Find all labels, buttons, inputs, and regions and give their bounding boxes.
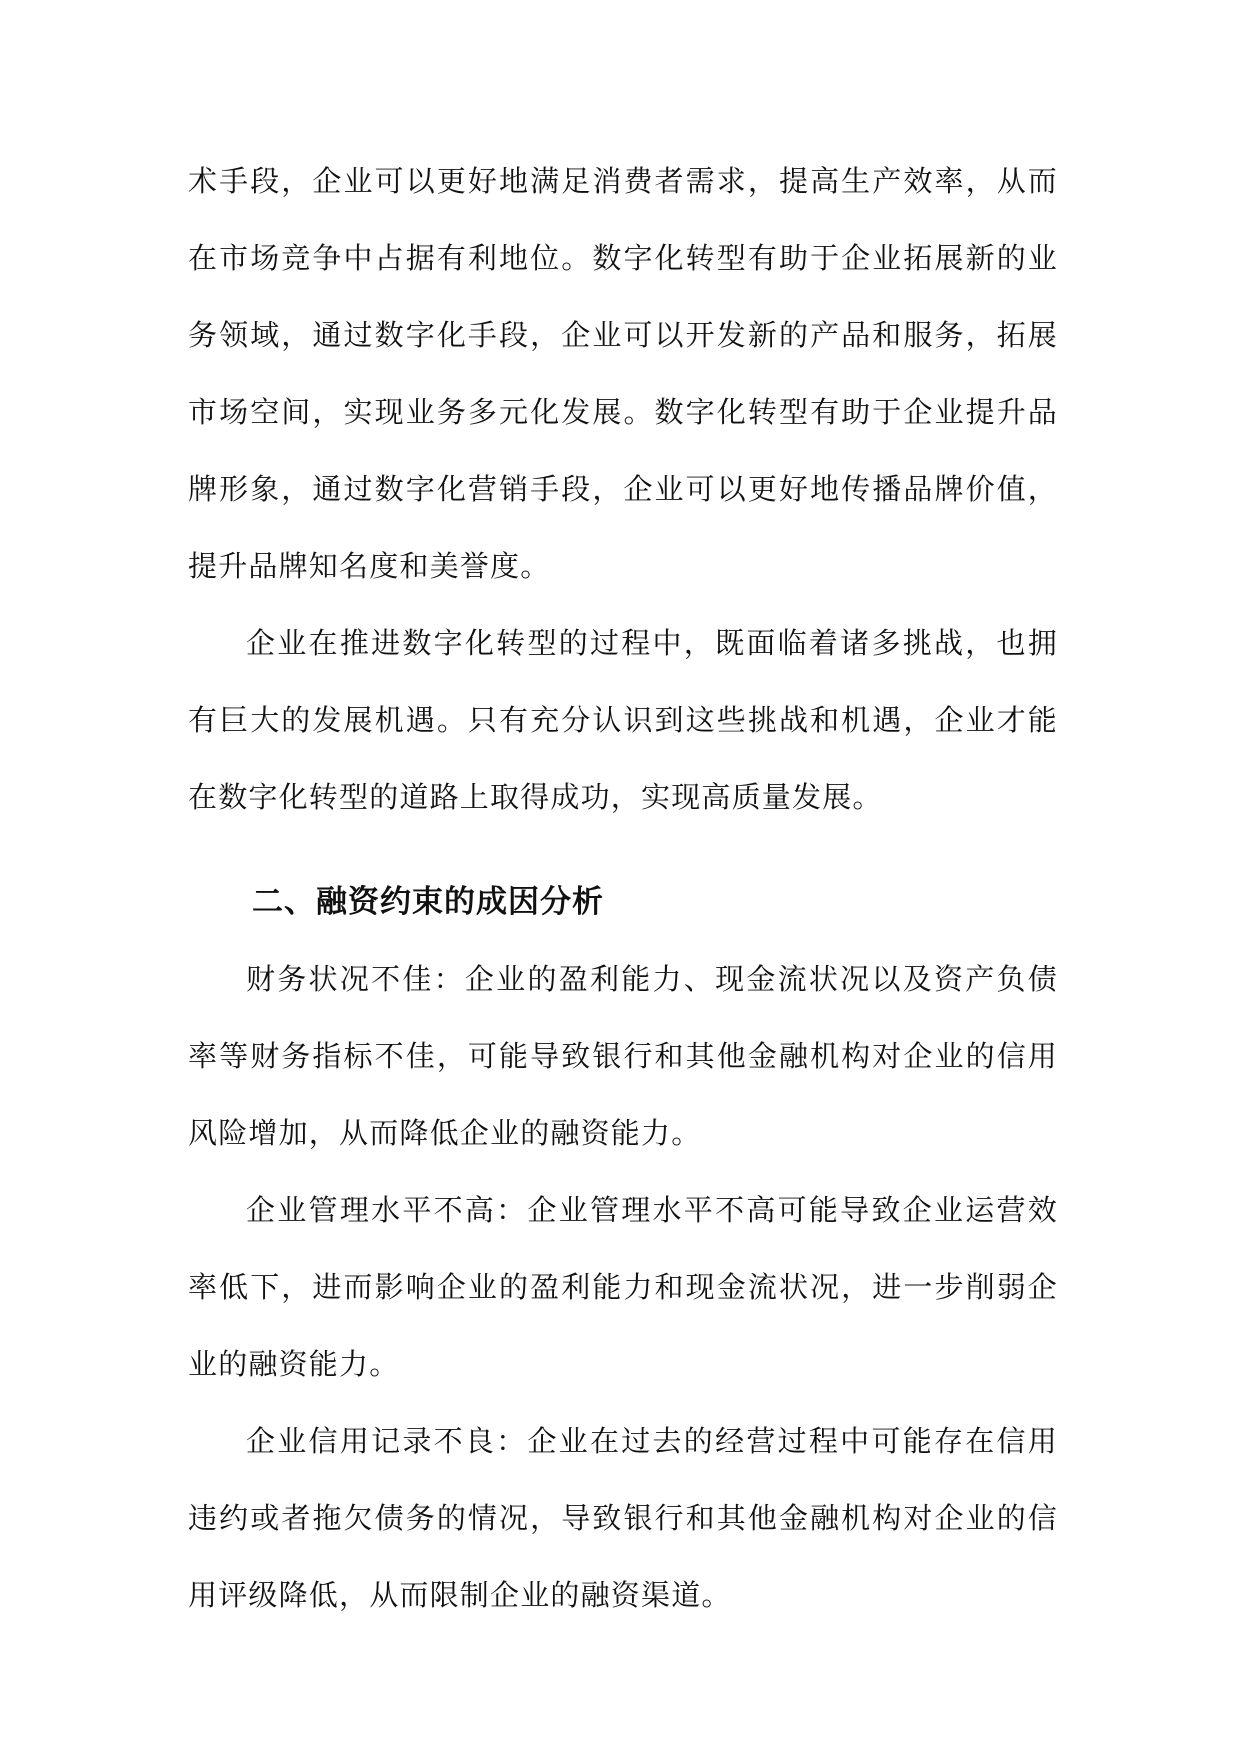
- body-paragraph: 术手段，企业可以更好地满足消费者需求，提高生产效率，从而在市场竞争中占据有利地位。数字化转型有助于企业拓展新的业务领域，通过数字化手段，企业可以开发新的产品和服务，拓展市场空间，实现业务多元化发展。数字化转型有助于企业提升品牌形象，通过数字化营销手段，企业可以更好地传播品牌价值，提升品牌知名度和美誉度。: [188, 164, 1058, 583]
- body-paragraph: 企业信用记录不良：企业在过去的经营过程中可能存在信用违约或者拖欠债务的情况，导致银行和其他金融机构对企业的信用评级降低，从而限制企业的融资渠道。: [188, 1424, 1058, 1612]
- section-heading: 二、融资约束的成因分析: [252, 884, 604, 920]
- body-paragraph: 企业在推进数字化转型的过程中，既面临着诸多挑战，也拥有巨大的发展机遇。只有充分认识到这些挑战和机遇，企业才能在数字化转型的道路上取得成功，实现高质量发展。: [188, 626, 1058, 814]
- body-paragraph: 企业管理水平不高：企业管理水平不高可能导致企业运营效率低下，进而影响企业的盈利能力和现金流状况，进一步削弱企业的融资能力。: [188, 1193, 1058, 1381]
- document-body: [188, 143, 1058, 1634]
- body-paragraph: 财务状况不佳：企业的盈利能力、现金流状况以及资产负债率等财务指标不佳，可能导致银行和其他金融机构对企业的信用风险增加，从而降低企业的融资能力。: [188, 962, 1058, 1150]
